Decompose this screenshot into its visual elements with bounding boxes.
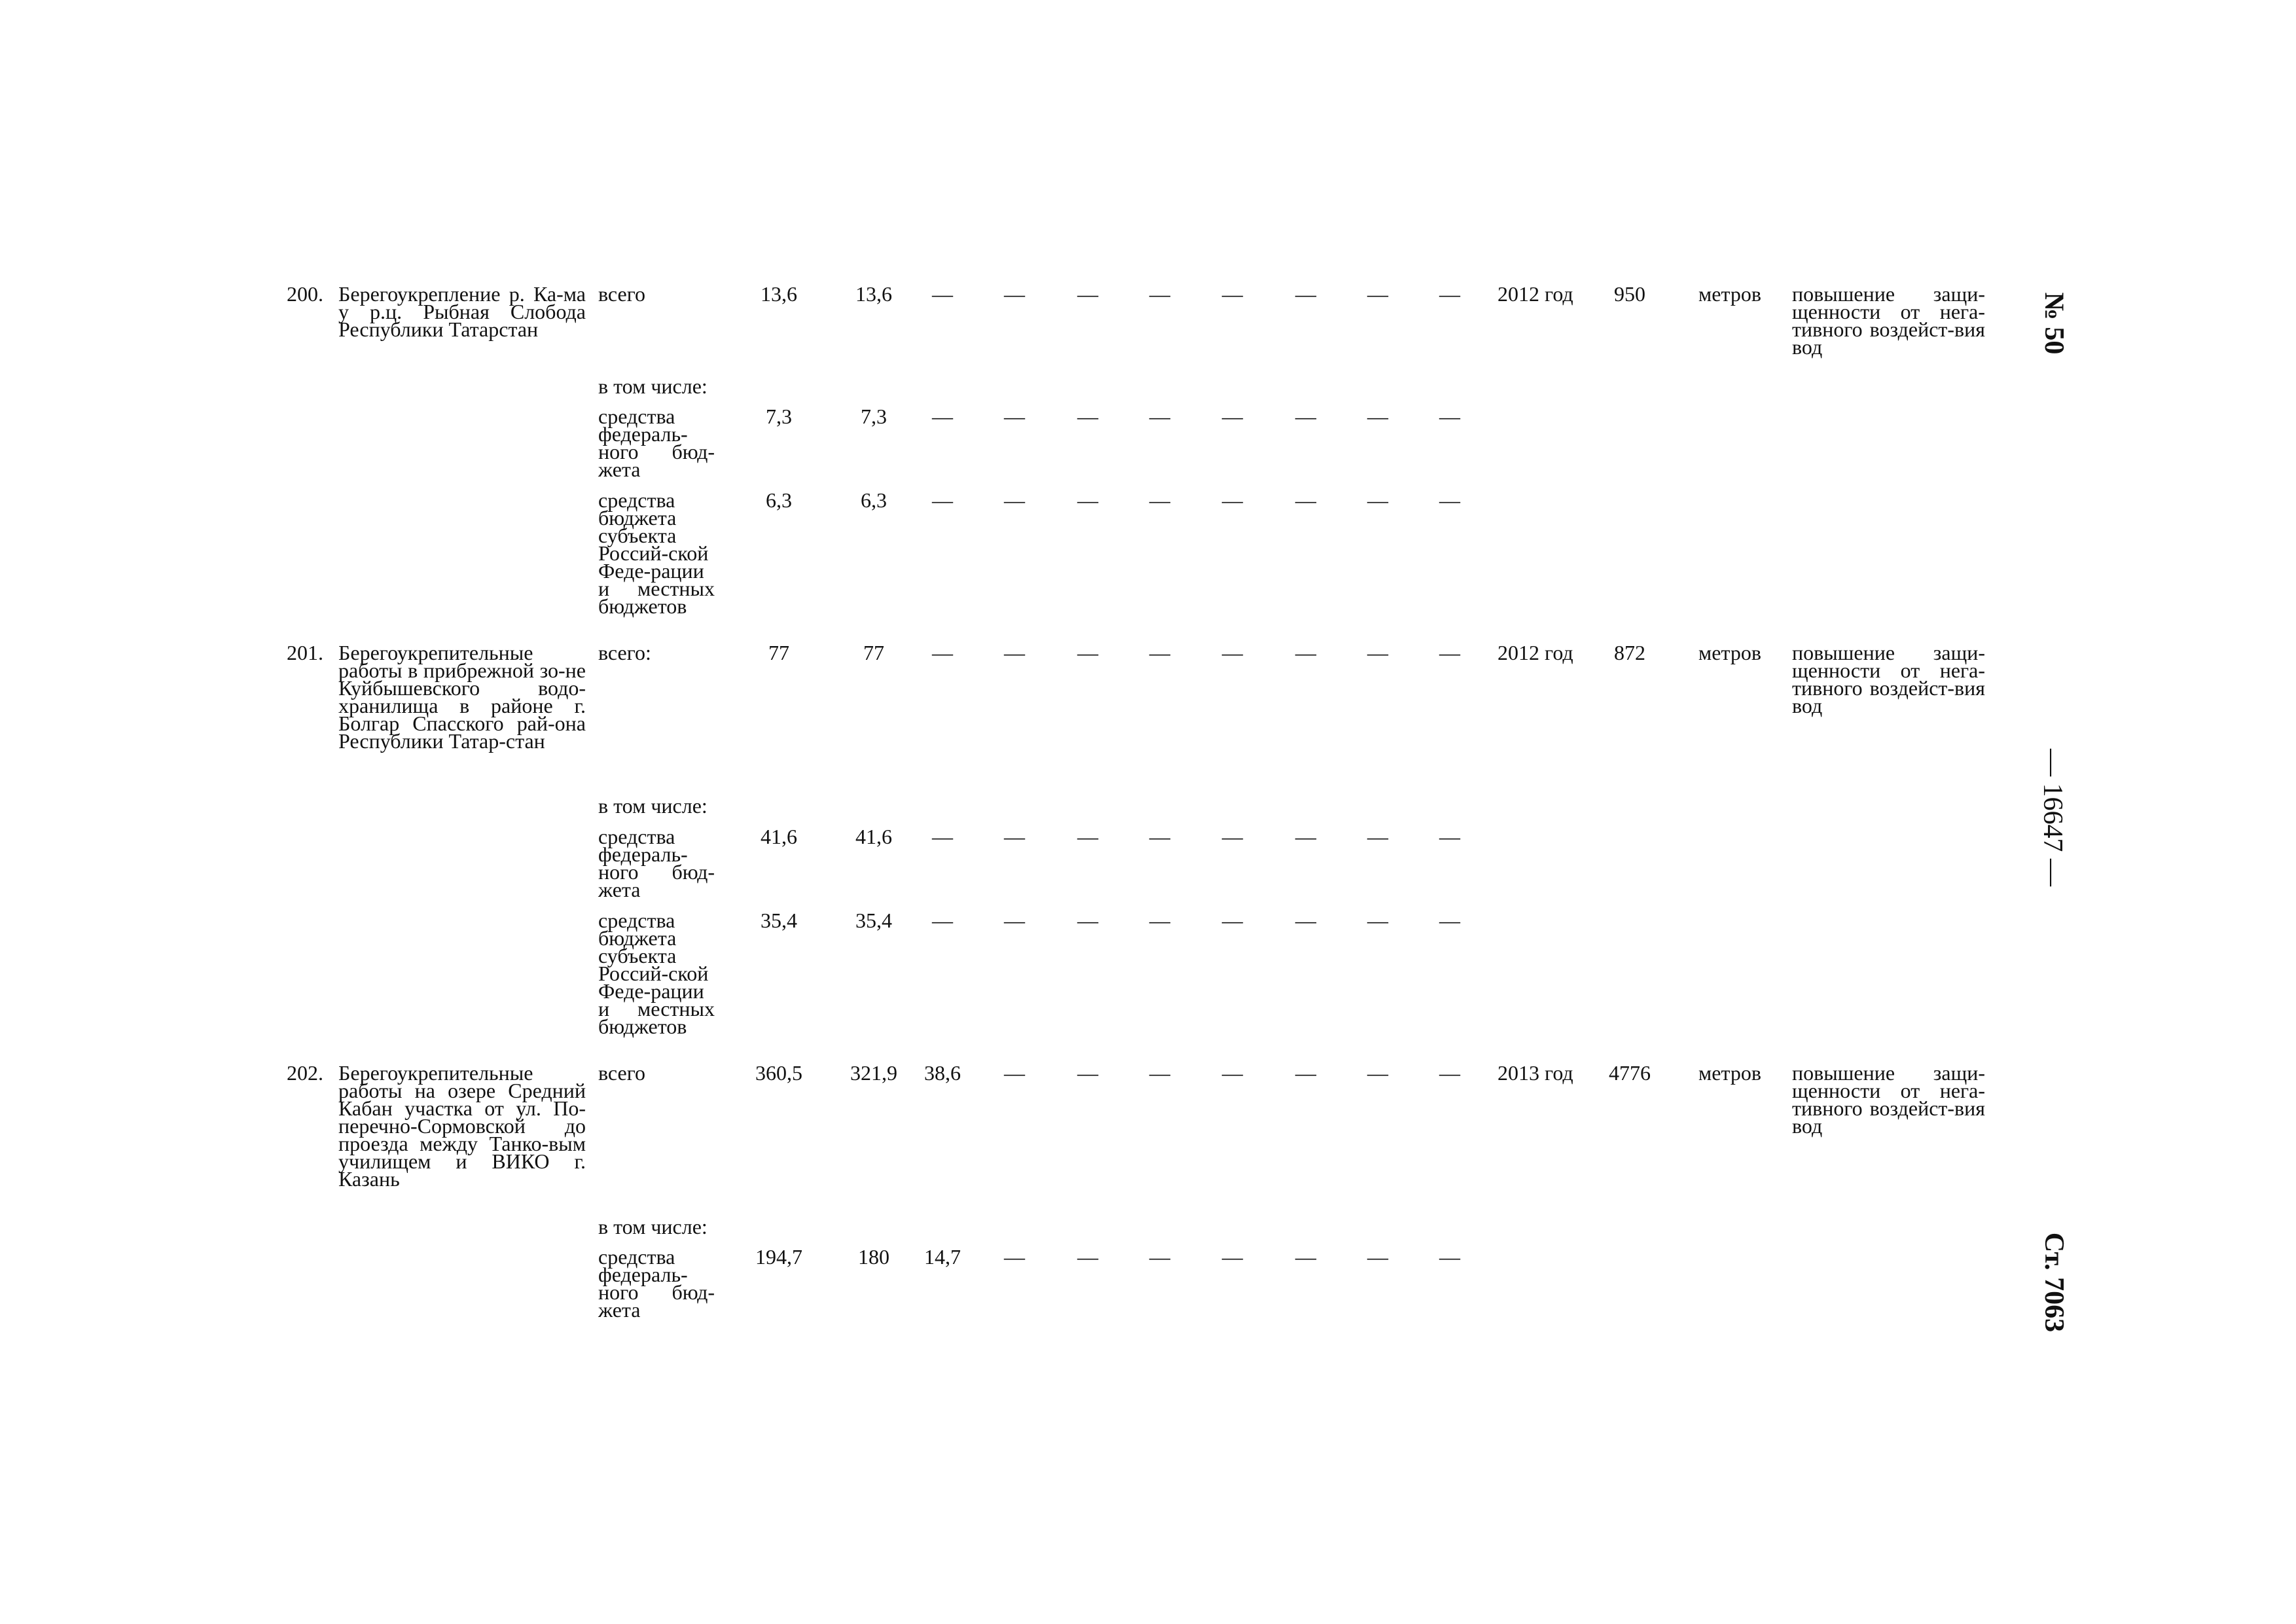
value-cell: — — [1149, 825, 1170, 848]
value-cell: — — [1004, 641, 1025, 664]
value-cell: — — [1367, 1245, 1388, 1269]
issue-number: № 50 — [2039, 292, 2069, 355]
including-label: в том числе: — [598, 794, 708, 818]
value-cell: — — [932, 405, 953, 428]
regional-budget-label: средства бюджета субъекта Россий-ской Феде-рации и местных бюджетов — [598, 488, 715, 618]
value-cell: — — [1004, 405, 1025, 428]
value-cell: — — [1149, 1245, 1170, 1269]
quantity: 950 — [1614, 282, 1645, 306]
value-cell: — — [1222, 1245, 1243, 1269]
article-number: Ст. 7063 — [2039, 1232, 2069, 1333]
value-cell: — — [932, 909, 953, 932]
value-cell: — — [1149, 641, 1170, 664]
value-cell: — — [1367, 641, 1388, 664]
value-cell: — — [932, 488, 953, 512]
value-cell: 321,9 — [850, 1061, 897, 1085]
page-number: — 16647 — — [2037, 749, 2068, 886]
value-cell: 38,6 — [924, 1061, 961, 1085]
value-cell: — — [1439, 641, 1460, 664]
row-number: 201. — [287, 641, 323, 664]
expected-result: повышение защи-щенности от нега-тивного воздейст-вия вод — [1792, 282, 1985, 359]
value-cell: 6,3 — [861, 488, 887, 512]
value-cell: — — [1222, 641, 1243, 664]
value-cell: 77 — [863, 641, 884, 664]
value-cell: — — [932, 825, 953, 848]
value-cell: — — [1004, 488, 1025, 512]
value-cell: 13,6 — [855, 282, 892, 306]
value-cell: — — [1295, 282, 1316, 306]
value-cell: — — [1149, 1061, 1170, 1085]
value-cell: — — [1295, 405, 1316, 428]
value-cell: — — [1149, 405, 1170, 428]
federal-budget-label: средства федераль-ного бюд-жета — [598, 1245, 715, 1322]
quantity: 4776 — [1609, 1061, 1651, 1085]
value-cell: — — [1077, 1061, 1098, 1085]
value-cell: 35,4 — [855, 909, 892, 932]
unit: метров — [1698, 1061, 1761, 1085]
value-cell: — — [1222, 825, 1243, 848]
value-cell: — — [1439, 488, 1460, 512]
value-cell: — — [1295, 909, 1316, 932]
value-cell: 14,7 — [924, 1245, 961, 1269]
value-cell: — — [1439, 1245, 1460, 1269]
value-cell: 35,4 — [761, 909, 797, 932]
value-cell: 13,6 — [761, 282, 797, 306]
value-cell: — — [1077, 825, 1098, 848]
value-cell: — — [1367, 825, 1388, 848]
value-cell: — — [1439, 825, 1460, 848]
value-cell: — — [1222, 282, 1243, 306]
value-cell: — — [1077, 282, 1098, 306]
value-cell: 41,6 — [761, 825, 797, 848]
value-cell: — — [1367, 909, 1388, 932]
unit: метров — [1698, 282, 1761, 306]
value-cell: — — [1295, 1061, 1316, 1085]
value-cell: — — [1004, 1061, 1025, 1085]
value-cell: 41,6 — [855, 825, 892, 848]
expected-result: повышение защи-щенности от нега-тивного воздейст-вия вод — [1792, 1061, 1985, 1138]
completion-year: 2013 год — [1498, 1061, 1573, 1085]
value-cell: — — [1077, 488, 1098, 512]
value-cell: — — [1295, 825, 1316, 848]
expected-result: повышение защи-щенности от нега-тивного воздейст-вия вод — [1792, 641, 1985, 717]
value-cell: — — [1367, 405, 1388, 428]
value-cell: 7,3 — [766, 405, 792, 428]
row-number: 202. — [287, 1061, 323, 1085]
value-cell: — — [1367, 1061, 1388, 1085]
regional-budget-label: средства бюджета субъекта Россий-ской Феде-рации и местных бюджетов — [598, 909, 715, 1038]
value-cell: — — [932, 641, 953, 664]
value-cell: — — [1222, 1061, 1243, 1085]
value-cell: — — [1439, 1061, 1460, 1085]
value-cell: — — [1367, 488, 1388, 512]
unit: метров — [1698, 641, 1761, 664]
value-cell: — — [1077, 1245, 1098, 1269]
value-cell: — — [1367, 282, 1388, 306]
value-cell: — — [1077, 909, 1098, 932]
value-cell: — — [1077, 405, 1098, 428]
value-cell: — — [1077, 641, 1098, 664]
total-label: всего — [598, 282, 646, 306]
value-cell: — — [1222, 909, 1243, 932]
including-label: в том числе: — [598, 374, 708, 398]
value-cell: — — [1295, 641, 1316, 664]
value-cell: — — [1149, 488, 1170, 512]
value-cell: 360,5 — [755, 1061, 802, 1085]
value-cell: 77 — [768, 641, 789, 664]
federal-budget-label: средства федераль-ного бюд-жета — [598, 825, 715, 901]
value-cell: — — [1004, 825, 1025, 848]
value-cell: — — [1295, 1245, 1316, 1269]
including-label: в том числе: — [598, 1215, 708, 1238]
value-cell: — — [932, 282, 953, 306]
value-cell: — — [1439, 282, 1460, 306]
value-cell: — — [1004, 282, 1025, 306]
project-name: Берегоукрепление р. Ка-ма у р.ц. Рыбная Слобода Республики Татарстан — [338, 282, 586, 341]
value-cell: 7,3 — [861, 405, 887, 428]
quantity: 872 — [1614, 641, 1645, 664]
value-cell: 194,7 — [755, 1245, 802, 1269]
total-label: всего — [598, 1061, 646, 1085]
completion-year: 2012 год — [1498, 282, 1573, 306]
total-label: всего: — [598, 641, 651, 664]
value-cell: — — [1149, 282, 1170, 306]
value-cell: 180 — [858, 1245, 889, 1269]
value-cell: — — [1222, 405, 1243, 428]
value-cell: — — [1439, 405, 1460, 428]
project-name: Берегоукрепительные работы в прибрежной зо-не Куйбышевского водо-хранилища в районе г. Болгар Спасского рай-она Республики Татар-стан — [338, 641, 586, 753]
project-name: Берегоукрепительные работы на озере Средний Кабан участка от ул. По-перечно-Сормовской до проезда между Танко-вым училищем и ВИКО г. Казань — [338, 1061, 586, 1191]
row-number: 200. — [287, 282, 323, 306]
value-cell: — — [1004, 909, 1025, 932]
federal-budget-label: средства федераль-ного бюд-жета — [598, 405, 715, 481]
completion-year: 2012 год — [1498, 641, 1573, 664]
value-cell: 6,3 — [766, 488, 792, 512]
value-cell: — — [1004, 1245, 1025, 1269]
value-cell: — — [1149, 909, 1170, 932]
value-cell: — — [1295, 488, 1316, 512]
value-cell: — — [1222, 488, 1243, 512]
value-cell: — — [1439, 909, 1460, 932]
